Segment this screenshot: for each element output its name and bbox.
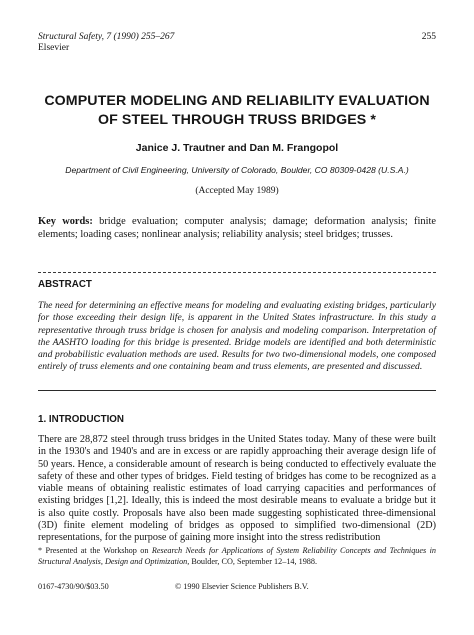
keywords: [38, 216, 436, 241]
footnote-tail: Boulder, CO, September 12–14, 1988.: [189, 556, 318, 566]
paper-title: [30, 92, 444, 130]
issn-price: 0167-4730/90/$03.50: [38, 582, 109, 591]
affiliation: Department of Civil Engineering, University of Colorado, Boulder, CO 80309-0428 (U.S.A.): [65, 165, 409, 175]
copyright: © 1990 Elsevier Science Publishers B.V.: [175, 582, 309, 591]
keywords-text: bridge evaluation; computer analysis; damage; deformation analysis; finite elements; loading cases; nonlinear analysis; reliability analysis; steel bridges; trusses.: [38, 216, 436, 240]
publisher-name: Elsevier: [38, 43, 70, 53]
introduction-text: There are 28,872 steel through truss bridges in the United States today. Many of these were built in the 1930's and 1940's and are in excess or are rapidly approaching their average design life of 50 years. Hence, a considerable amount of research is being conducted to effectively evaluate the safety of these and other types of bridges. Field testing of bridges has come to be recognized as a viable means of obtaining realistic estimates of load carrying capacities and performances of existing bridges [1,2]. Ideally, this is indeed the most desirable means to evaluate a bridge but it is also quite costly. Proposals have also been made suggesting sophisticated three-dimensional (3D) finite element modeling of bridges as opposed to simplified two-dimensional (2D) representations, for the purpose of gaining more insight into the stress redistribution: [38, 434, 436, 544]
introduction-heading: 1. INTRODUCTION: [38, 414, 124, 425]
footnote-lead: * Presented at the Workshop on: [38, 546, 152, 555]
title-line-1: COMPUTER MODELING AND RELIABILITY EVALUATION: [44, 93, 430, 109]
page-number: 255: [421, 32, 436, 42]
abstract-text: The need for determining an effective means for modeling and evaluating existing bridges, particularly for those exceeding their design life, is apparent in the United States infrastructure. In this study a representative through truss bridge is chosen for analysis and modeling comparison. Interpretation of the AASHTO loading for this bridge is presented. Bridge models are identified and both deterministic and probabilistic evaluation methods are used. Results for two two-dimensional models, one composed entirely of truss elements and one containing beam and truss elements, are presented and discussed.: [38, 300, 436, 373]
accepted-date: (Accepted May 1989): [195, 186, 279, 196]
title-line-2: OF STEEL THROUGH TRUSS BRIDGES *: [97, 112, 377, 128]
journal-citation: Structural Safety, 7 (1990) 255–267: [38, 32, 175, 42]
footnote-italic: Research Needs for Applications of System Reliability Concepts and Techniques in Structural Analysis, Design and Optimization,: [38, 546, 436, 566]
authors: Janice J. Trautner and Dan M. Frangopol: [135, 142, 339, 154]
keywords-label: Key words:: [38, 216, 93, 227]
abstract-bottom-rule: [38, 390, 436, 391]
footnote: [38, 546, 436, 567]
abstract-top-rule: [38, 272, 436, 273]
abstract-heading: ABSTRACT: [38, 279, 92, 290]
